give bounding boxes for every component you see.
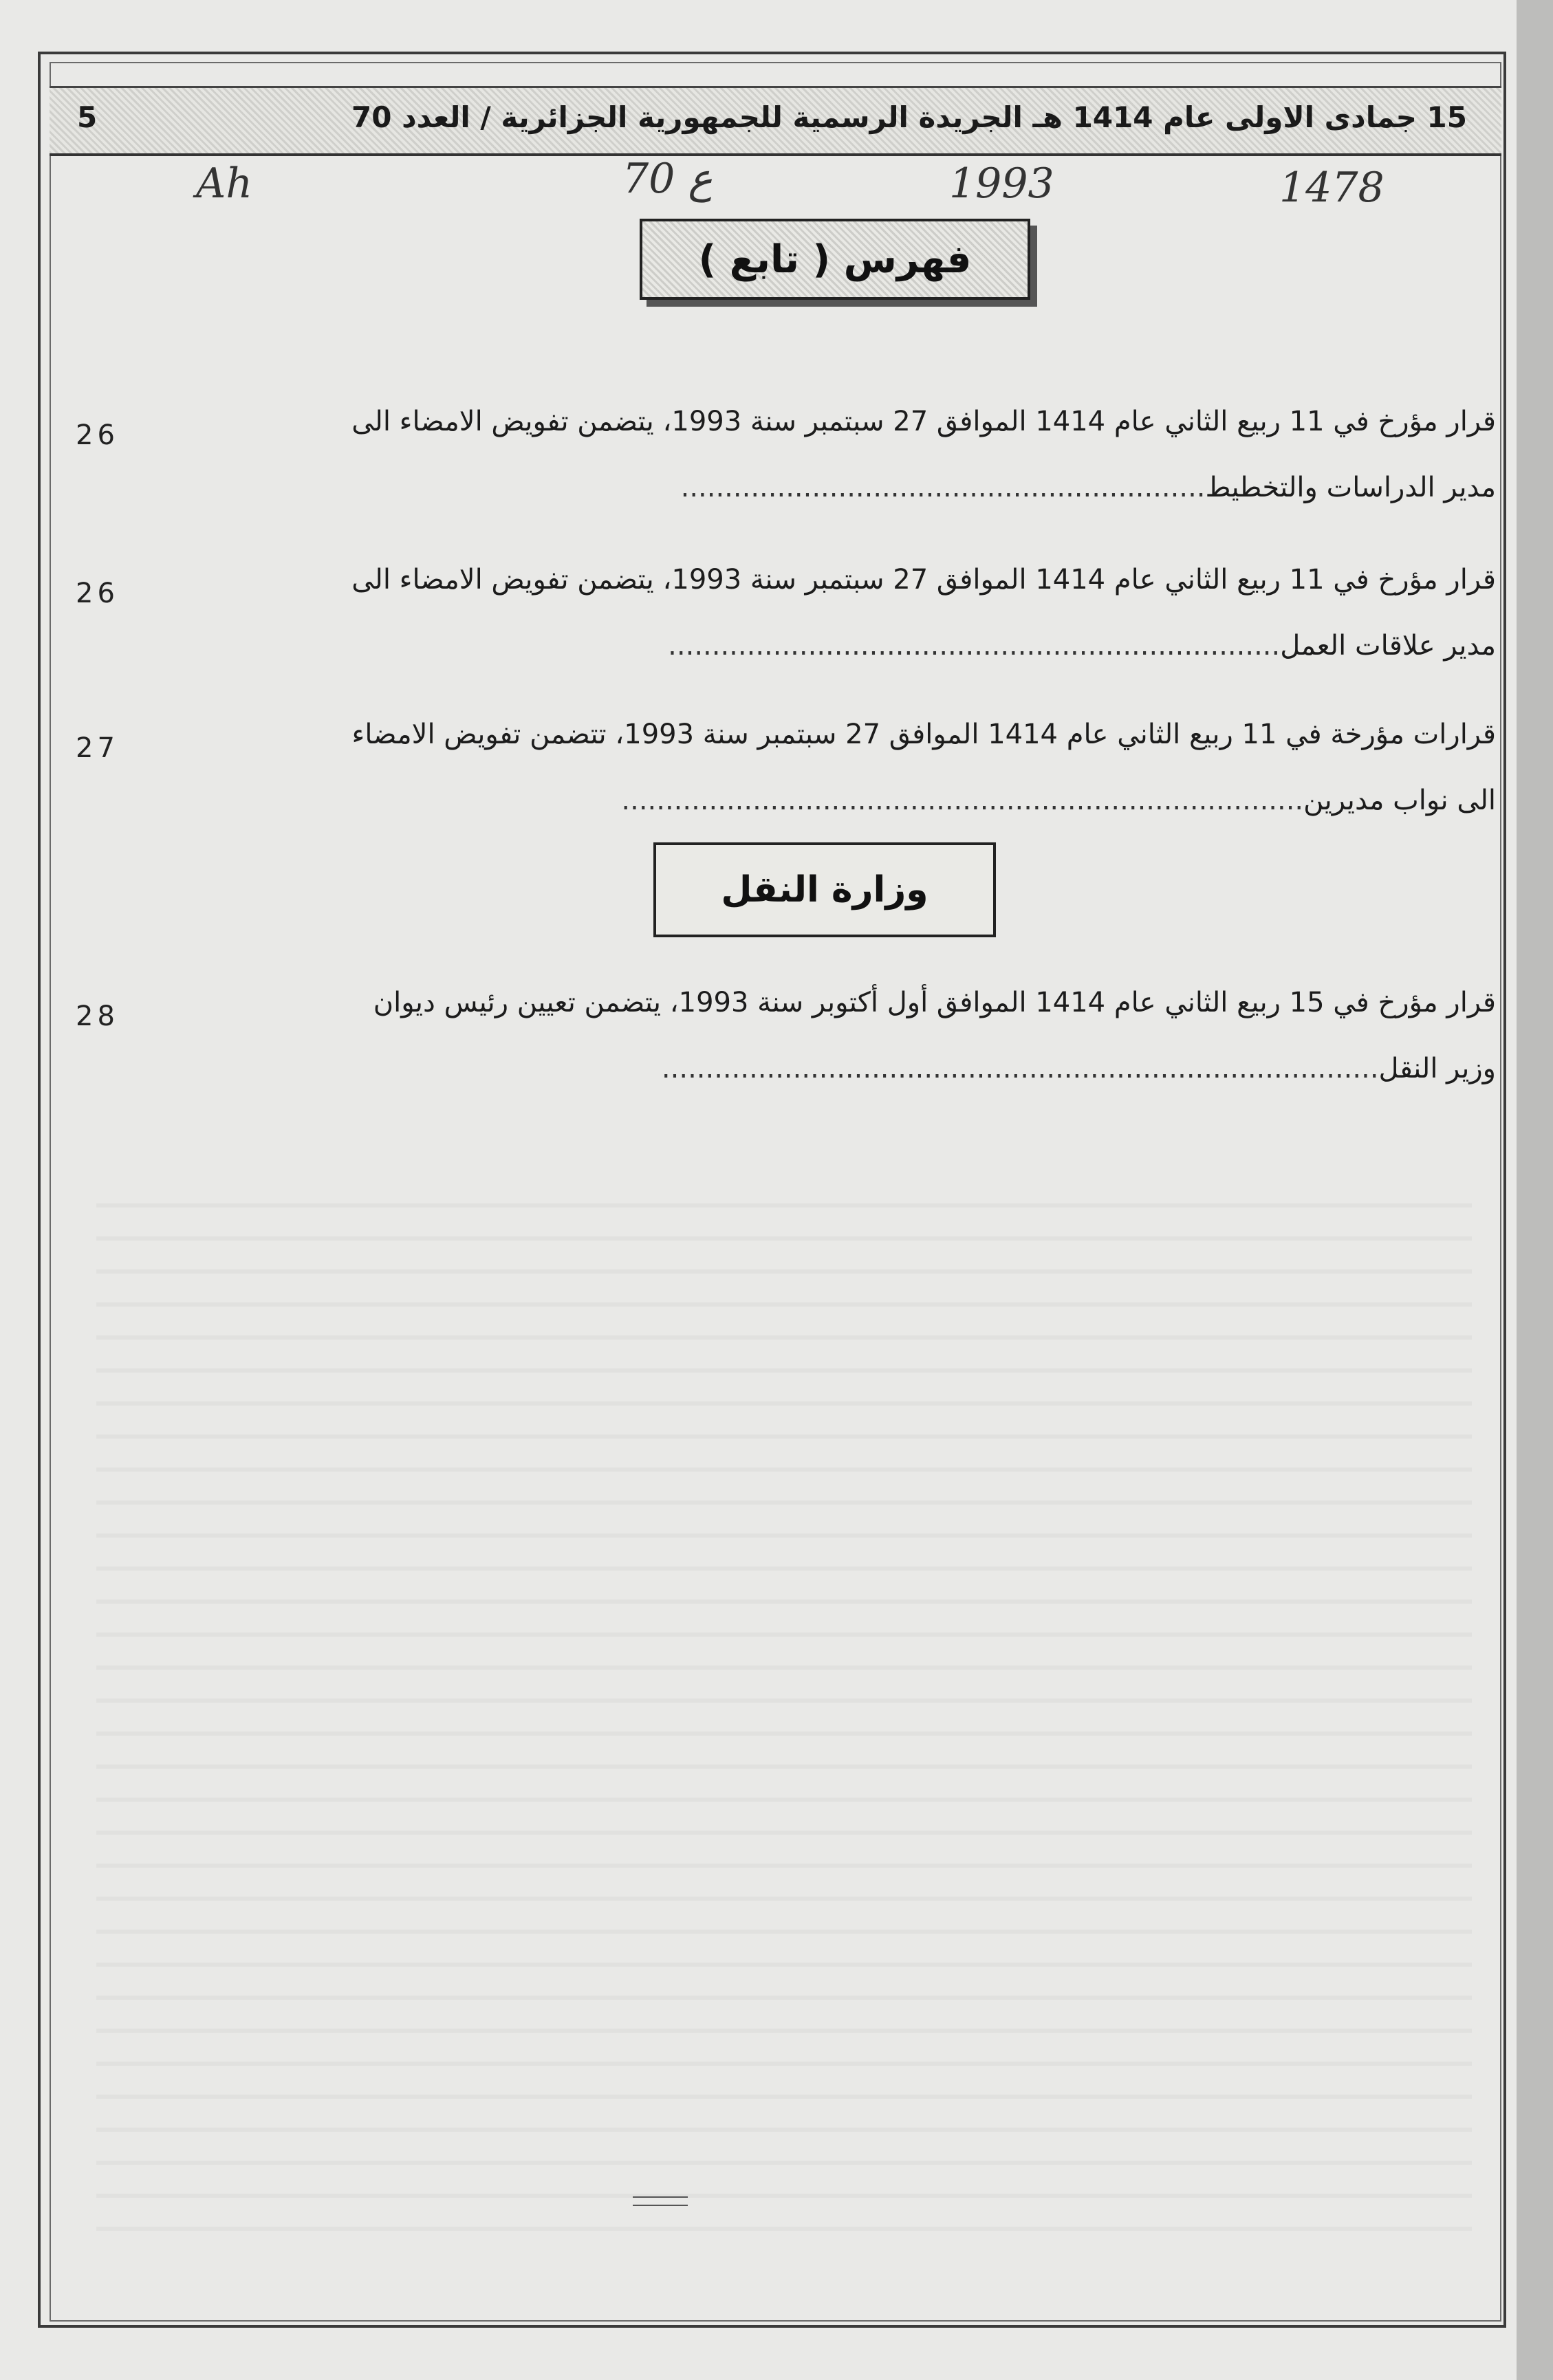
entry-line2: مدير الدراسات والتخطيط — [1205, 472, 1496, 503]
entry-page-number: 28 — [76, 1001, 119, 1032]
bottom-divider — [633, 2196, 688, 2206]
header-title: 15 جمادى الاولى عام 1414 هـ الجريدة الرسمية للجمهورية الجزائرية / العدد 70 — [351, 100, 1467, 134]
handwritten-note-center: 70 ع — [622, 155, 713, 203]
entry-line1: قرار مؤرخ في 11 ربيع الثاني عام 1414 الموافق 27 سبتمبر سنة 1993، يتضمن تفويض الامضاء الى — [351, 406, 1496, 437]
handwritten-note-left: Ah — [196, 160, 252, 208]
entry-line1: قرار مؤرخ في 11 ربيع الثاني عام 1414 الموافق 27 سبتمبر سنة 1993، يتضمن تفويض الامضاء الى — [351, 564, 1496, 596]
entry-line1: قرار مؤرخ في 15 ربيع الثاني عام 1414 الموافق أول أكتوبر سنة 1993، يتضمن تعيين رئيس ديوان — [373, 987, 1496, 1018]
header-page-number: 5 — [77, 100, 98, 134]
leader-dots: .............................................................................. — [621, 785, 1304, 816]
entry-page-number: 26 — [76, 578, 119, 609]
running-header — [50, 86, 1501, 156]
page-edge-shadow — [1517, 0, 1553, 2380]
entry-line1: قرارات مؤرخة في 11 ربيع الثاني عام 1414 الموافق 27 سبتمبر سنة 1993، تتضمن تفويض الامضاء — [351, 719, 1496, 750]
index-entry — [186, 970, 1496, 1102]
show-through-texture — [96, 1203, 1472, 2235]
entry-line2: وزير النقل — [1378, 1053, 1496, 1084]
entry-page-number: 27 — [76, 732, 119, 764]
entry-page-number: 26 — [76, 419, 119, 451]
handwritten-number: 1478 — [1279, 164, 1384, 212]
entry-line2: الى نواب مديرين — [1303, 785, 1496, 816]
ministry-title: وزارة النقل — [721, 869, 928, 910]
ministry-title-box — [653, 842, 996, 937]
leader-dots: .................................................................................. — [661, 1053, 1379, 1084]
leader-dots: ...................................................................... — [668, 630, 1281, 662]
index-entry — [186, 547, 1496, 679]
index-title: فهرس ( تابع ) — [698, 237, 972, 282]
leader-dots: ............................................................ — [680, 472, 1206, 503]
index-entry — [186, 701, 1496, 833]
handwritten-year: 1993 — [949, 160, 1054, 208]
entry-line2: مدير علاقات العمل — [1280, 630, 1496, 662]
index-title-box — [640, 219, 1030, 300]
index-entry — [186, 389, 1496, 521]
